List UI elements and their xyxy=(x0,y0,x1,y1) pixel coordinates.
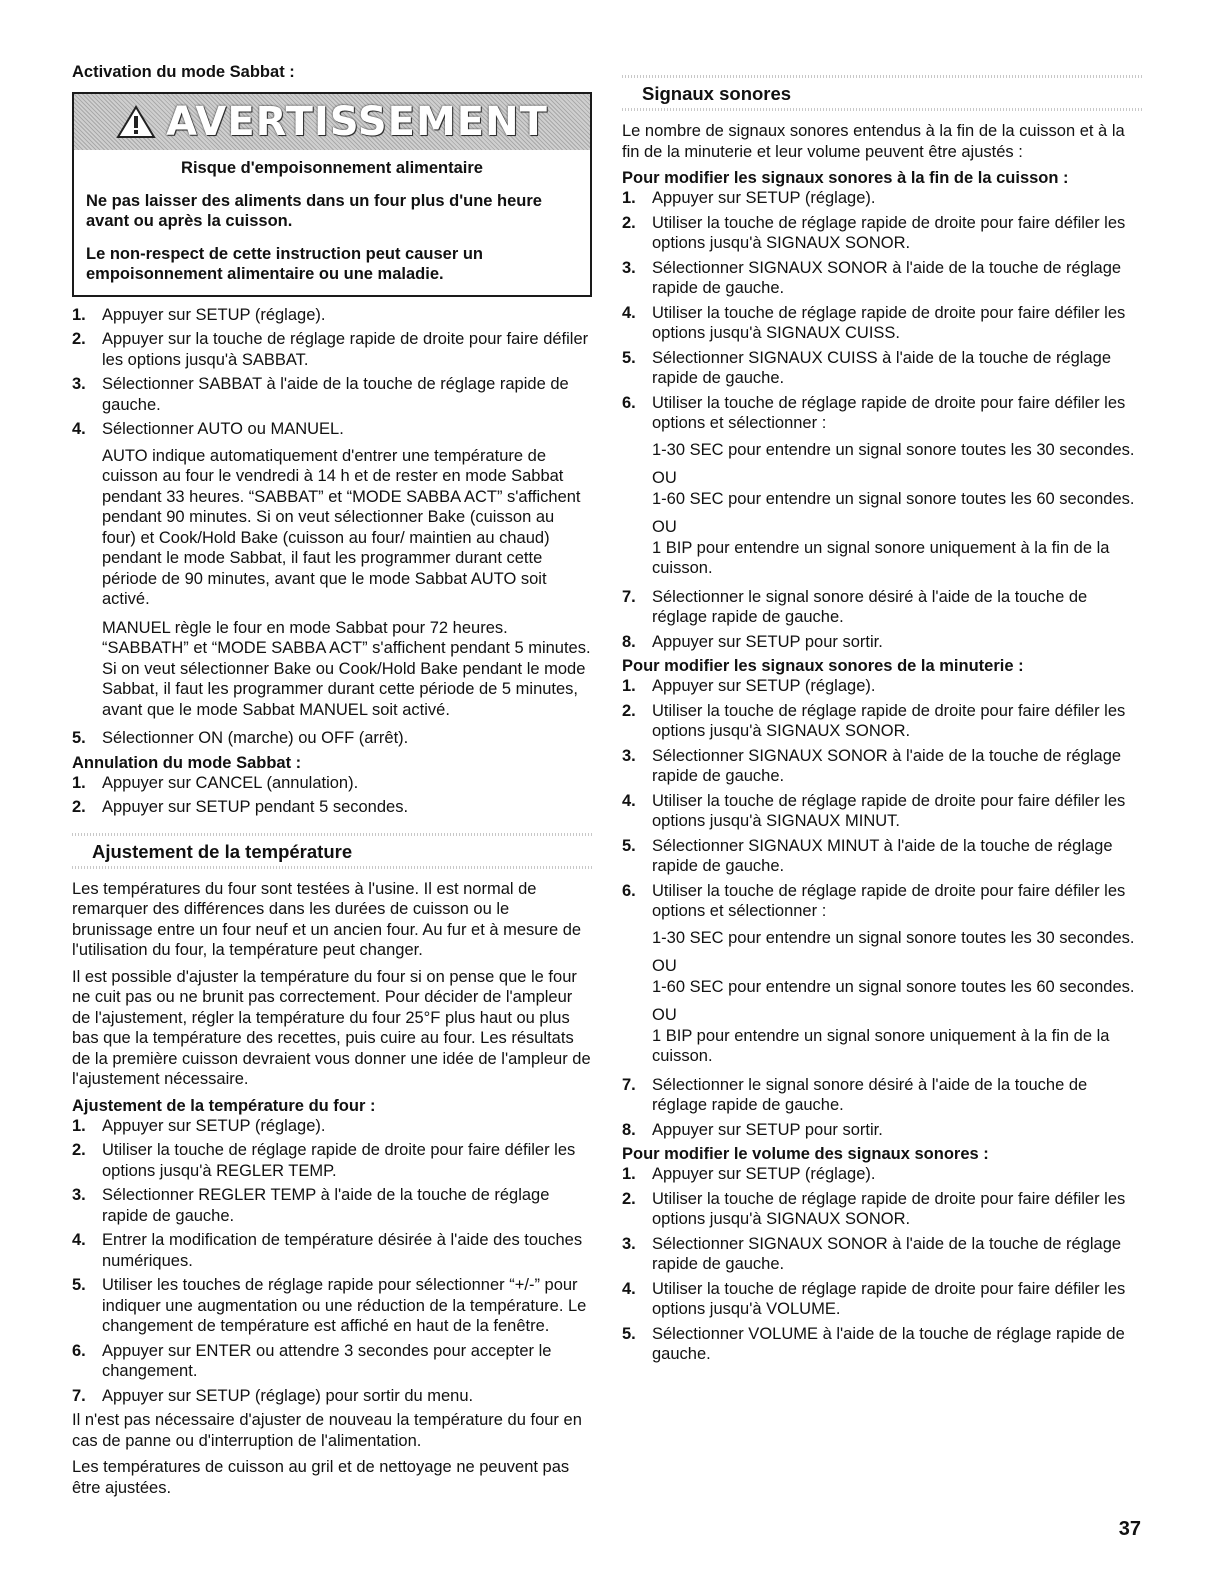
paragraph: Il n'est pas nécessaire d'ajuster de nouveau la température du four en cas de panne ou d'interruption de l'alimentation. xyxy=(72,1411,582,1450)
list-item: 1. Appuyer sur SETUP (réglage). xyxy=(72,1116,326,1135)
list-item: 3. Sélectionner SABBAT à l'aide de la touche de réglage rapide de gauche. xyxy=(72,375,569,414)
sabbat-activation-heading: Activation du mode Sabbat : xyxy=(72,63,295,81)
page-number: 37 xyxy=(1118,1518,1141,1540)
option-text: 1-60 SEC pour entendre un signal sonore toutes les 60 secondes. xyxy=(652,489,1135,508)
warning-box xyxy=(72,92,592,297)
list-item: 5. Sélectionner VOLUME à l'aide de la touche de réglage rapide de gauche. xyxy=(622,1324,1125,1363)
list-item: 4. Utiliser la touche de réglage rapide de droite pour faire défiler les options jusqu'à VOLUME. xyxy=(622,1279,1126,1318)
or-text: OU xyxy=(652,957,677,975)
list-item: 6. Utiliser la touche de réglage rapide de droite pour faire défiler les options et sélectionner : 1-30 SEC pour entendre un signal sonore toutes les 30 secondes. OU 1-60 SEC pour entendre un signal sonore toutes les 60 secondes. OU 1 BIP pour entendre un signal sonore uniquement à la fin de la cuisson. xyxy=(622,881,1144,1067)
list-item: 6. Appuyer sur ENTER ou attendre 3 secondes pour accepter le changement. xyxy=(72,1341,552,1380)
warning-triangle-icon xyxy=(116,105,156,139)
option-text: 1 BIP pour entendre un signal sonore uniquement à la fin de la cuisson. xyxy=(652,538,1110,577)
list-item: 2. Utiliser la touche de réglage rapide de droite pour faire défiler les options jusqu'à SIGNAUX SONOR. xyxy=(622,1189,1126,1228)
warning-title: AVERTISSEMENT xyxy=(166,99,548,145)
paragraph: Le nombre de signaux sonores entendus à la fin de la cuisson et à la fin de la minuterie et leur volume peuvent être ajustés : xyxy=(622,122,1125,161)
paragraph: Les températures de cuisson au gril et de nettoyage ne peuvent pas être ajustées. xyxy=(72,1458,570,1497)
list-item: 4. Utiliser la touche de réglage rapide de droite pour faire défiler les options jusqu'à SIGNAUX CUISS. xyxy=(622,303,1126,342)
or-text: OU xyxy=(652,469,677,487)
list-item: 4. Sélectionner AUTO ou MANUEL. AUTO indique automatiquement d'entrer une température de cuisson au four le vendredi à 14 h et de rester en mode Sabbat pendant 33 heures. “SABBAT” et “MODE SABBA ACT” s'affichent pendant 90 minutes. Si on veut sélectionner Bake (cuisson au four) et Cook/Hold Bake (cuisson au four/ maintien au chaud) pendant le mode Sabbat, il faut les programmer durant cette période de 90 minutes, avant que le mode Sabbat AUTO soit activé. MANUEL règle le four en mode Sabbat pour 72 heures. “SABBATH” et “MODE SABBA ACT” s'affichent pendant 5 minutes. Si on veut sélectionner Bake ou Cook/Hold Bake pendant le mode Sabbat, il faut les programmer durant cette période de 5 minutes, avant que le mode Sabbat MANUEL soit activé. xyxy=(72,420,591,719)
list-item: 4. Utiliser la touche de réglage rapide de droite pour faire défiler les options jusqu'à SIGNAUX MINUT. xyxy=(622,791,1126,830)
list-item: 4. Entrer la modification de température désirée à l'aide des touches numériques. xyxy=(72,1231,583,1270)
warning-line: Ne pas laisser des aliments dans un four plus d'une heure avant ou après la cuisson. xyxy=(86,191,542,230)
cook-signal-steps xyxy=(622,188,1144,652)
list-item: 1. Appuyer sur CANCEL (annulation). xyxy=(72,773,359,792)
sabbat-cancel-heading: Annulation du mode Sabbat : xyxy=(72,753,302,772)
timer-signals-heading: Pour modifier les signaux sonores de la minuterie : xyxy=(622,657,1024,675)
list-item: 8. Appuyer sur SETUP pour sortir. xyxy=(622,632,883,651)
list-item: 5. Sélectionner ON (marche) ou OFF (arrêt). xyxy=(72,729,409,747)
list-item: 8. Appuyer sur SETUP pour sortir. xyxy=(622,1120,883,1139)
list-item: 6. Utiliser la touche de réglage rapide de droite pour faire défiler les options et sélectionner : 1-30 SEC pour entendre un signal sonore toutes les 30 secondes. OU 1-60 SEC pour entendre un signal sonore toutes les 60 secondes. OU 1 BIP pour entendre un signal sonore uniquement à la fin de la cuisson. xyxy=(622,393,1144,579)
list-item: 3. Sélectionner SIGNAUX SONOR à l'aide de la touche de réglage rapide de gauche. xyxy=(622,746,1122,785)
option-text: 1-60 SEC pour entendre un signal sonore toutes les 60 secondes. xyxy=(652,977,1135,996)
list-item: 5. Sélectionner SIGNAUX CUISS à l'aide de la touche de réglage rapide de gauche. xyxy=(622,348,1111,387)
list-item: 2. Appuyer sur SETUP pendant 5 secondes. xyxy=(72,798,409,816)
list-item: 3. Sélectionner REGLER TEMP à l'aide de la touche de réglage rapide de gauche. xyxy=(72,1186,550,1225)
oven-temp-heading: Ajustement de la température du four : xyxy=(72,1096,376,1115)
list-item: 5. Sélectionner SIGNAUX MINUT à l'aide de la touche de réglage rapide de gauche. xyxy=(622,836,1113,875)
sabbat-steps xyxy=(72,305,592,749)
list-item: 3. Sélectionner SIGNAUX SONOR à l'aide de la touche de réglage rapide de gauche. xyxy=(622,1234,1122,1273)
manual-description: MANUEL règle le four en mode Sabbat pour 72 heures. “SABBATH” et “MODE SABBA ACT” s'affichent pendant 5 minutes. Si on veut sélectionner Bake ou Cook/Hold Bake pendant le mode Sabbat, il faut les programmer durant cette période de 5 minutes, avant que le mode Sabbat MANUEL soit activé. xyxy=(102,618,591,719)
list-item: 1. Appuyer sur SETUP (réglage). xyxy=(622,189,876,207)
list-item: 2. Utiliser la touche de réglage rapide de droite pour faire défiler les options jusqu'à REGLER TEMP. xyxy=(72,1141,576,1180)
paragraph: Les températures du four sont testées à l'usine. Il est normal de remarquer des différences dans les durées de cuisson ou le brunissage entre un four neuf et un ancien four. Au fur et à mesure de l'utilisation du four, la température peut changer. xyxy=(72,879,582,959)
warning-line: Le non-respect de cette instruction peut causer un empoisonnement alimentaire ou une maladie. xyxy=(86,244,483,283)
section-header-signals: Signaux sonores xyxy=(622,72,1144,111)
or-text: OU xyxy=(652,518,677,536)
option-text: 1-30 SEC pour entendre un signal sonore toutes les 30 secondes. xyxy=(652,440,1135,459)
list-item: 7. Sélectionner le signal sonore désiré à l'aide de la touche de réglage rapide de gauche. xyxy=(622,1075,1088,1114)
list-item: 7. Sélectionner le signal sonore désiré à l'aide de la touche de réglage rapide de gauche. xyxy=(622,587,1088,626)
list-item: 2. Appuyer sur la touche de réglage rapide de droite pour faire défiler les options jusqu'à SABBAT. xyxy=(72,330,589,369)
list-item: 1. Appuyer sur SETUP (réglage). xyxy=(622,677,876,695)
list-item: 1. Appuyer sur SETUP (réglage). xyxy=(622,1165,876,1183)
warning-subtitle: Risque d'empoisonnement alimentaire xyxy=(181,159,483,177)
volume-heading: Pour modifier le volume des signaux sonores : xyxy=(622,1145,989,1163)
volume-steps xyxy=(622,1164,1144,1365)
list-item: 3. Sélectionner SIGNAUX SONOR à l'aide de la touche de réglage rapide de gauche. xyxy=(622,258,1122,297)
warning-banner xyxy=(74,94,590,150)
temp-steps xyxy=(72,1116,592,1407)
right-column xyxy=(622,72,1144,1369)
list-item: 5. Utiliser les touches de réglage rapide pour sélectionner “+/-” pour indiquer une augmentation ou une réduction de la température. Le changement de température est affiché en haut de la fenêtre. xyxy=(72,1276,587,1335)
or-text: OU xyxy=(652,1006,677,1024)
list-item: 2. Utiliser la touche de réglage rapide de droite pour faire défiler les options jusqu'à SIGNAUX SONOR. xyxy=(622,701,1126,740)
timer-signal-steps xyxy=(622,676,1144,1140)
auto-description: AUTO indique automatiquement d'entrer une température de cuisson au four le vendredi à 14 h et de rester en mode Sabbat pendant 33 heures. “SABBAT” et “MODE SABBA ACT” s'affichent pendant 90 minutes. Si on veut sélectionner Bake (cuisson au four) et Cook/Hold Bake (cuisson au four/ maintien au chaud) pendant le mode Sabbat, il faut les programmer durant cette période de 90 minutes, avant que le mode Sabbat AUTO soit activé. xyxy=(102,446,581,608)
option-text: 1 BIP pour entendre un signal sonore uniquement à la fin de la cuisson. xyxy=(652,1026,1110,1065)
list-item: 2. Utiliser la touche de réglage rapide de droite pour faire défiler les options jusqu'à SIGNAUX SONOR. xyxy=(622,213,1126,252)
list-item: 7. Appuyer sur SETUP (réglage) pour sortir du menu. xyxy=(72,1386,474,1405)
paragraph: Il est possible d'ajuster la température du four si on pense que le four ne cuit pas ou ne brunit pas correctement. Pour décider de l'ampleur de l'ajustement, régler la température du four 25°F plus haut ou plus bas que la température des recettes, puis cuire au four. Les résultats de la première cuisson devraient vous donner une idée de l'ampleur de l'ajustement nécessaire. xyxy=(72,967,591,1088)
warning-body xyxy=(74,150,590,295)
left-column xyxy=(72,62,592,1504)
section-header-temperature: Ajustement de la température xyxy=(72,830,592,869)
list-item: 1. Appuyer sur SETUP (réglage). xyxy=(72,305,326,324)
option-text: 1-30 SEC pour entendre un signal sonore toutes les 30 secondes. xyxy=(652,928,1135,947)
cancel-steps xyxy=(72,773,592,818)
cook-signals-heading: Pour modifier les signaux sonores à la fin de la cuisson : xyxy=(622,169,1069,187)
